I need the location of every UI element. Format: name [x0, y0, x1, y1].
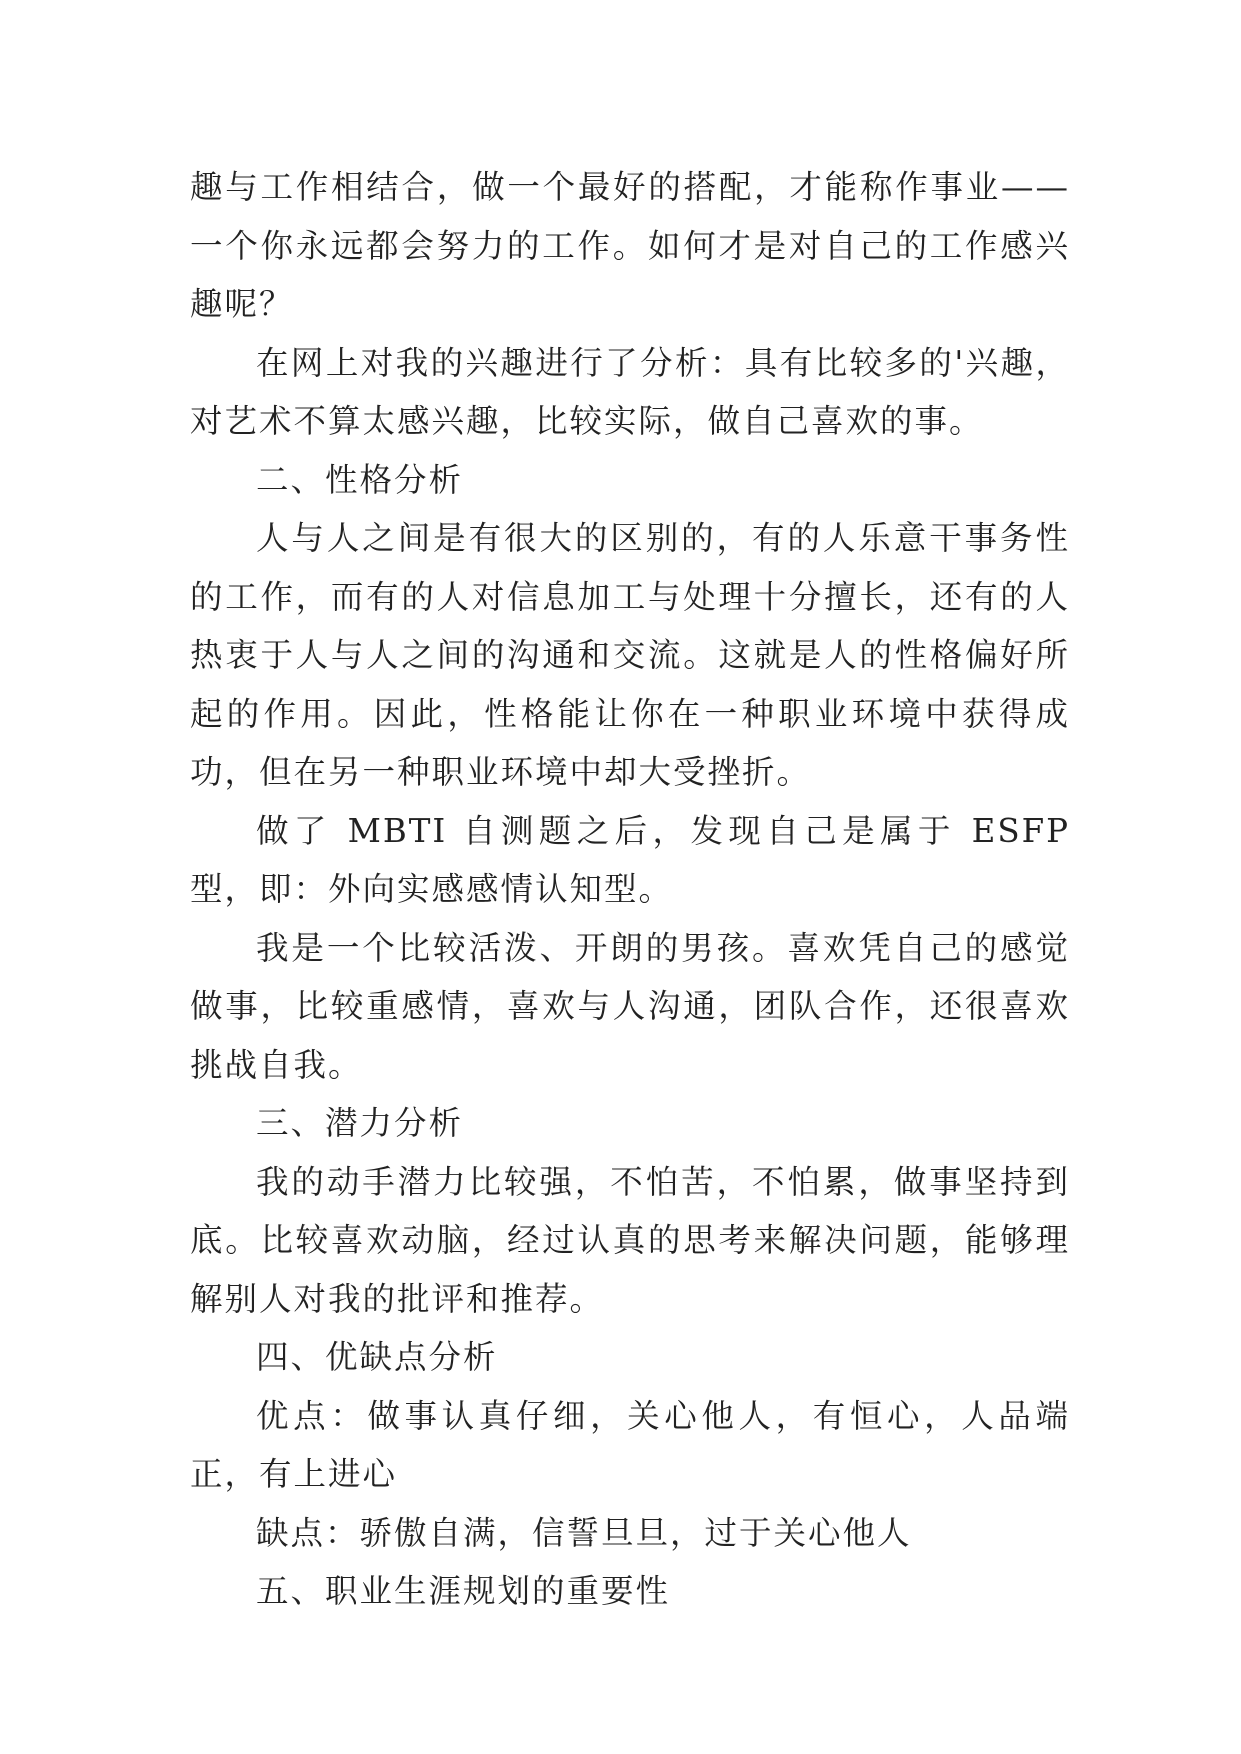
section-heading-strengths-weaknesses: 四、优缺点分析	[256, 1338, 498, 1376]
paragraph-interest-analysis: 在网上对我的兴趣进行了分析：具有比较多的'兴趣，对艺术不算太感兴趣，比较实际，做自己喜欢的事。	[190, 343, 1070, 440]
section-heading-career-importance: 五、职业生涯规划的重要性	[256, 1572, 671, 1610]
paragraph-potential: 我的动手潜力比较强，不怕苦，不怕累，做事坚持到底。比较喜欢动脑，经过认真的思考来解决问题，能够理解别人对我的批评和推荐。	[190, 1162, 1070, 1318]
paragraph-continuation: 趣与工作相结合，做一个最好的搭配，才能称作事业——一个你永远都会努力的工作。如何才是对自己的工作感兴趣呢？	[190, 168, 1070, 323]
paragraph-weaknesses: 缺点：骄傲自满，信誓旦旦，过于关心他人	[256, 1513, 912, 1552]
paragraph-personality-intro: 人与人之间是有很大的区别的，有的人乐意干事务性的工作，而有的人对信息加工与处理十分擅长，还有的人热衷于人与人之间的沟通和交流。这就是人的性格偏好所起的作用。因此，性格能让你在一种职业环境中获得成功，但在另一种职业环境中却大受挫折。	[190, 519, 1070, 791]
paragraph-mbti-result: 做了 MBTI 自测题之后，发现自己是属于 ESFP 型，即：外向实感感情认知型。	[190, 811, 1070, 908]
paragraph-self-description: 我是一个比较活泼、开朗的男孩。喜欢凭自己的感觉做事，比较重感情，喜欢与人沟通，团队合作，还很喜欢挑战自我。	[190, 928, 1070, 1084]
paragraph-strengths: 优点：做事认真仔细，关心他人，有恒心，人品端正，有上进心	[190, 1396, 1070, 1493]
section-heading-potential: 三、潜力分析	[256, 1104, 464, 1142]
document-body	[190, 158, 1070, 1621]
section-heading-personality: 二、性格分析	[256, 460, 464, 499]
